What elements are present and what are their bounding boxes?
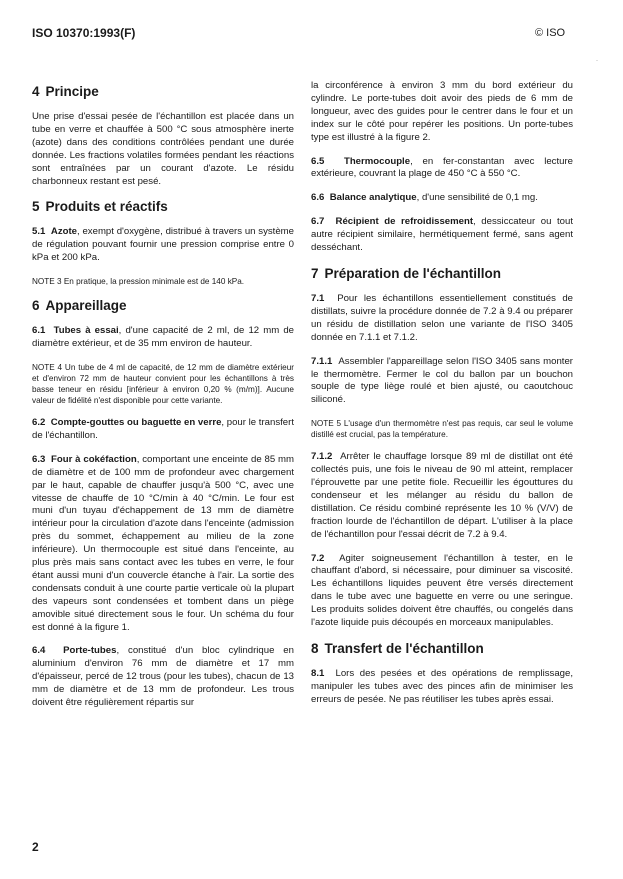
- section-4-heading: 4 Principe: [32, 84, 99, 99]
- margin-mark: ·: [596, 58, 598, 64]
- clause-7-2: 7.2 Agiter soigneusement l'échantillon à tester, en le chauffant d'abord, si nécessaire, pour diminuer sa viscosité. Les échantillons liquides peuvent être versés directement dans le tube avec une baguette en verre ou une seringue. Les produits solides doivent être chauffés, ou congelés dans l'azote liquide puis découpés en morceaux manipulables.: [311, 552, 573, 629]
- clause-7-1-2: 7.1.2 Arrêter le chauffage lorsque 89 ml de distillat ont été collectés puis, une fois le niveau de 90 ml atteint, remplacer l'éprouvette par une petite fiole. Recueillir les égouttures du condenseur et les mélanger au résidu du ballon de distillation. Ce résidu combiné représente les 10 % (V/V) de fraction lourde de l'échantillon de départ. L'utiliser à la place de l'échantillon pour l'essai décrit de 7.2 à 9.4.: [311, 451, 573, 540]
- clause-6-2: 6.2 Compte-gouttes ou baguette en verre, pour le transfert de l'échantillon.: [32, 416, 294, 441]
- note-3: NOTE 3 En pratique, la pression minimale est de 140 kPa.: [32, 277, 245, 287]
- clause-6-4: 6.4 Porte-tubes, constitué d'un bloc cylindrique en aluminium d'environ 76 mm de diamètre et 17 mm d'épaisseur, percé de 12 trous (pour les tubes), chacun de 13 mm de diamètre et de 13 mm de profondeur. Les trous doivent être régulièrement répartis sur: [32, 645, 294, 709]
- clause-6-5: 6.5 Thermocouple, en fer-constantan avec lecture extérieure, couvrant la plage de 450 °C à 550 °C.: [311, 155, 573, 180]
- section-8-heading: 8 Transfert de l'échantillon: [311, 641, 484, 656]
- section-4-text: Une prise d'essai pesée de l'échantillon est placée dans un tube en verre et chauffée à 500 °C sous atmosphère inerte (azote) dans des conditions contrôlées pendant une durée donnée. Les fractions volatiles formées pendant les réactions sont entraînées par un courant d'azote. Le résidu charbonneux restant est pesé.: [32, 111, 294, 187]
- section-5-heading: 5 Produits et réactifs: [32, 199, 168, 215]
- note-5: NOTE 5 L'usage d'un thermomètre n'est pas requis, car seul le volume distillé est crucial, pas la température.: [311, 419, 573, 440]
- iso-copyright: © ISO: [535, 27, 566, 39]
- note-4: NOTE 4 Un tube de 4 ml de capacité, de 12 mm de diamètre extérieur et d'environ 72 mm de hauteur convient pour les échantillons à très basse teneur en résidu [inférieur à environ 0,20 % (m/m)]. Aucune valeur de fidélité n'est disponible pour cette variante.: [32, 362, 294, 405]
- section-6-heading: 6 Appareillage: [32, 298, 127, 314]
- clause-7-1-1: 7.1.1 Assembler l'appareillage selon l'ISO 3405 sans monter le thermomètre. Fermer le col du ballon par un bouchon souple de type liège roulé et bien ajusté, ou caoutchouc siliconé.: [311, 355, 573, 406]
- clause-6-4-continued: la circonférence à environ 3 mm du bord extérieur du cylindre. Le porte-tubes doit avoir des pieds de 6 mm de longueur, avec des guides pour le centrer dans le four et un index sur le côté pour repérer les positions. Un porte-tubes type est illustré à la figure 2.: [311, 80, 573, 143]
- page-number: 2: [32, 840, 39, 854]
- clause-8-1: 8.1 Lors des pesées et des opérations de remplissage, manipuler les tubes avec des pinces afin de minimiser les erreurs de pesée. Ne pas réutiliser les tubes après essai.: [311, 668, 573, 705]
- clause-6-7: 6.7 Récipient de refroidissement, dessiccateur ou tout autre récipient similaire, hermétiquement fermé, sans agent desséchant.: [311, 216, 573, 254]
- clause-6-1: 6.1 Tubes à essai, d'une capacité de 2 ml, de 12 mm de diamètre extérieur, et de 35 mm environ de hauteur.: [32, 325, 294, 350]
- clause-6-6: 6.6 Balance analytique, d'une sensibilité de 0,1 mg.: [311, 192, 538, 204]
- right-column: [311, 80, 573, 718]
- standard-reference: ISO 10370:1993(F): [32, 26, 136, 40]
- section-7-heading: 7 Préparation de l'échantillon: [311, 265, 502, 281]
- left-column: [32, 84, 294, 721]
- clause-5-1: 5.1 Azote, exempt d'oxygène, distribué à travers un système de régulation pouvant fournir une pression comprise entre 0 kPa et 200 kPa.: [32, 226, 294, 264]
- clause-6-3: 6.3 Four à cokéfaction, comportant une enceinte de 85 mm de diamètre et de 100 mm de profondeur avec chargement par le haut, capable de chauffer jusqu'à 500 °C, avec une vitesse de chauffe de 10 °C/min à 40 °C/min. Le four est muni d'un tuyau d'échappement de 13 mm de diamètre intérieur pour la circulation d'azote dans l'enceinte (admission près du sommet, échappement au milieu de la zone inférieure). Un thermocouple est situé dans l'enceinte, au plus près mais sans contact avec les tubes en verre, le four étant aussi muni d'un couvercle étanche à l'air. La sortie des condensats conduit à une courte partie verticale où la plupart des vapeurs sont condensées et tombent dans un piège amovible situé directement sous le four. Un schéma du four est donné à la figure 1.: [32, 453, 294, 633]
- clause-7-1: 7.1 Pour les échantillons essentiellement constitués de distillats, suivre la procédure donnée de 7.2 à 9.4 ou préparer un résidu de distillation selon une variante de l'ISO 3405 donnée en 7.1.1 et 7.1.2.: [311, 292, 573, 343]
